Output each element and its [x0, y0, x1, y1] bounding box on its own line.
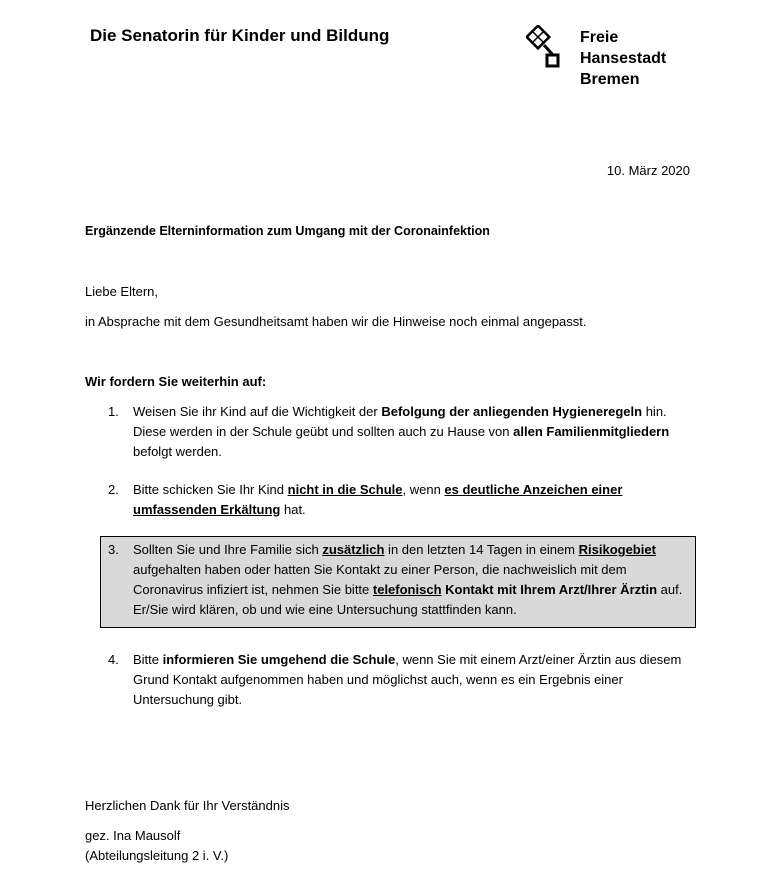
greeting: Liebe Eltern,	[85, 284, 158, 299]
demand-heading: Wir fordern Sie weiterhin auf:	[85, 374, 267, 389]
list-item	[108, 650, 688, 710]
closing-thanks: Herzlichen Dank für Ihr Verständnis	[85, 798, 290, 813]
brand-line: Bremen	[580, 71, 640, 88]
letter-subject: Ergänzende Elterninformation zum Umgang mit der Coronainfektion	[85, 224, 490, 238]
sender-title: Die Senatorin für Kinder und Bildung	[90, 26, 390, 45]
intro-text: in Absprache mit dem Gesundheitsamt haben wir die Hinweise noch einmal angepasst.	[85, 314, 587, 329]
letter-date: 10. März 2020	[606, 163, 690, 178]
brand-name	[580, 27, 666, 90]
list-item-text: Sollten Sie und Ihre Familie sich zusätzlich in den letzten 14 Tagen in einem Risikogebiet aufgehalten haben oder hatten Sie Kontakt zu einer Person, die nachweislich mit dem Coronavirus infiziert ist, nehmen Sie bitte telefonisch Kontakt mit Ihrem Arzt/Ihrer Ärztin auf. Er/Sie wird klären, ob und wie eine Untersuchung stattfinden kann.	[133, 542, 683, 617]
signature: gez. Ina Mausolf	[85, 828, 181, 843]
list-item	[108, 480, 688, 520]
list-item-text: Bitte schicken Sie Ihr Kind nicht in die Schule, wenn es deutliche Anzeichen einer umfassenden Erkältung hat.	[133, 482, 623, 517]
list-number: 1.	[108, 404, 119, 419]
list-number: 2.	[108, 482, 119, 497]
brand-line: Freie	[580, 29, 619, 46]
bremen-key-icon	[526, 25, 562, 71]
signature-role: (Abteilungsleitung 2 i. V.)	[85, 848, 229, 863]
list-item	[108, 402, 688, 462]
list-item-text: Bitte informieren Sie umgehend die Schule, wenn Sie mit einem Arzt/einer Ärztin aus diesem Grund Kontakt aufgenommen haben und möglichst auch, wenn es ein Ergebnis einer Untersuchung gibt.	[133, 652, 682, 707]
brand-line: Hansestadt	[580, 50, 667, 67]
list-number: 4.	[108, 652, 119, 667]
list-item-text: Weisen Sie ihr Kind auf die Wichtigkeit der Befolgung der anliegenden Hygieneregeln hin. Diese werden in der Schule geübt und sollten auch zu Hause von allen Familienmitgliedern befolgt werden.	[133, 404, 670, 459]
list-item-highlighted	[108, 540, 688, 620]
list-number: 3.	[108, 542, 119, 557]
